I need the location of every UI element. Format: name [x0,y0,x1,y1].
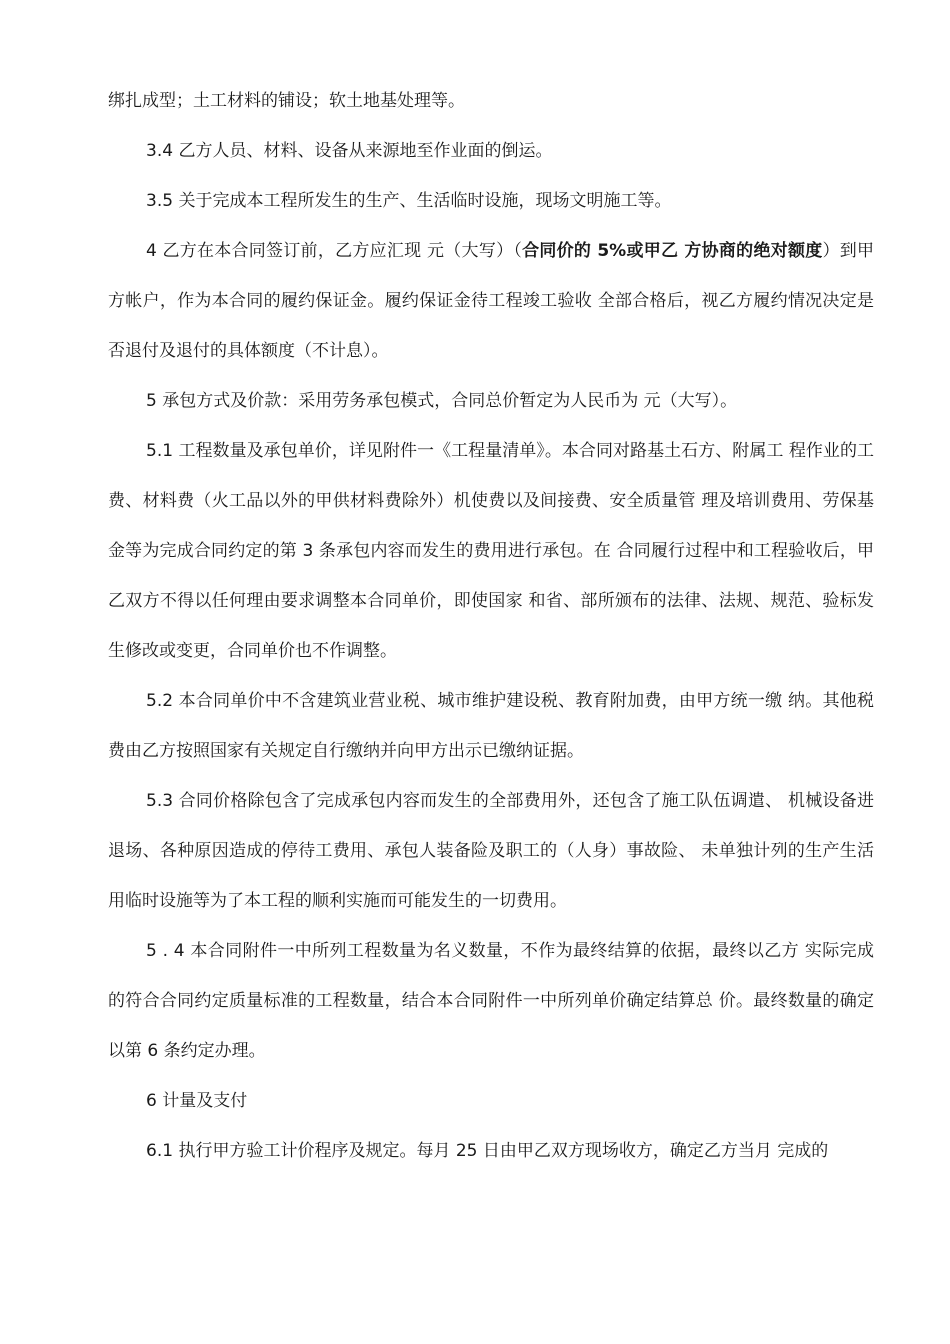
paragraph-5-4: 5 . 4 本合同附件一中所列工程数量为名义数量，不作为最终结算的依据，最终以乙方 实际完成的符合合同约定质量标准的工程数量，结合本合同附件一中所列单价确定结算总 价。最终数量的确定以第 6 条约定办理。 [108,941,874,1061]
paragraph-4 [108,226,874,376]
paragraph-5-3: 5.3 合同价格除包含了完成承包内容而发生的全部费用外，还包含了施工队伍调遣、 机械设备进退场、各种原因造成的停待工费用、承包人装备险及职工的（人身）事故险、 未单独计列的生产生活用临时设施等为了本工程的顺利实施而可能发生的一切费用。 [108,791,874,911]
paragraph-3-4: 3.4 乙方人员、材料、设备从来源地至作业面的倒运。 [146,141,553,161]
paragraph-continuation: 绑扎成型；土工材料的铺设；软土地基处理等。 [108,91,465,111]
paragraph-3-5: 3.5 关于完成本工程所发生的生产、生活临时设施，现场文明施工等。 [146,191,672,211]
paragraph-4-text-a: 4 乙方在本合同签订前，乙方应汇现 元（大写）（ [146,241,523,261]
document-page [108,76,874,1176]
section-heading-6: 6 计量及支付 [146,1091,248,1111]
paragraph-6-1: 6.1 执行甲方验工计价程序及规定。每月 25 日由甲乙双方现场收方，确定乙方当月 完成的 [146,1141,829,1161]
paragraph-5: 5 承包方式及价款：采用劳务承包模式，合同总价暂定为人民币为 元（大写）。 [146,391,738,411]
paragraph-5-2: 5.2 本合同单价中不含建筑业营业税、城市维护建设税、教育附加费，由甲方统一缴 纳。其他税费由乙方按照国家有关规定自行缴纳并向甲方出示已缴纳证据。 [108,691,874,761]
paragraph-4-bold: 合同价的 5%或甲乙 方协商的绝对额度 [522,241,823,261]
paragraph-5-1: 5.1 工程数量及承包单价，详见附件一《工程量清单》。本合同对路基土石方、附属工 程作业的工费、材料费（火工品以外的甲供材料费除外）机使费以及间接费、安全质量管 理及培训费用、劳保基金等为完成合同约定的第 3 条承包内容而发生的费用进行承包。在 合同履行过程中和工程验收后，甲乙双方不得以任何理由要求调整本合同单价，即使国家 和省、部所颁布的法律、法规、规范、验标发生修改或变更，合同单价也不作调整。 [108,441,874,661]
paragraph-4-text-b: ）到甲方帐户，作为本合同的履约保证金。履约保证金待工程竣工验收 全部合格后，视乙方履约情况决定是否退付及退付的具体额度（不计息）。 [108,241,875,361]
